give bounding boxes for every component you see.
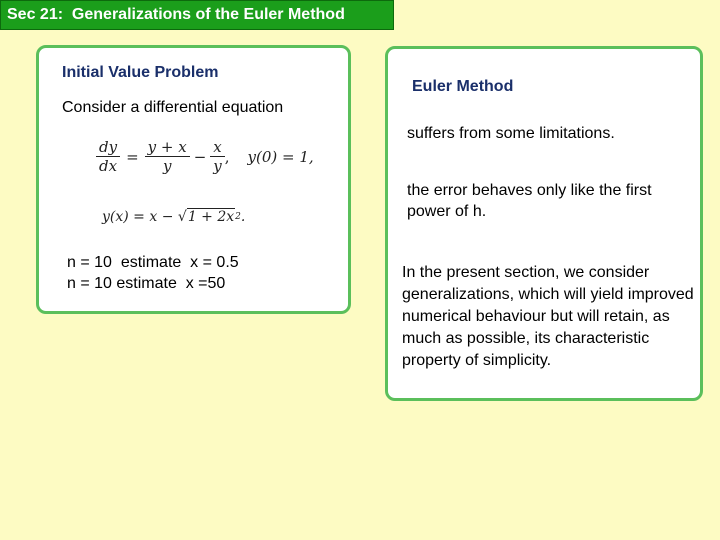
euler-method-heading: Euler Method <box>412 78 514 95</box>
minus-sign: − <box>193 147 207 166</box>
rhs2-numerator: x <box>210 138 224 157</box>
solution-exponent: 2 <box>235 211 241 222</box>
ivp-heading: Initial Value Problem <box>62 64 219 81</box>
differential-equation: $\frac{dy}{dx}$ = $\frac{y + x}{y}$ − $\frac{x}{y}$ , y(0) = 1, <box>96 138 314 175</box>
solution-lhs: y(x) = x − <box>102 208 178 225</box>
slide-title: Sec 21: Generalizations of the Euler Method <box>0 0 394 30</box>
estimate-line-1: n = 10 estimate x = 0.5 <box>67 254 239 271</box>
ivp-intro: Consider a differential equation <box>62 99 284 116</box>
lhs-denominator: dx <box>99 157 118 175</box>
rhs2-denominator: y <box>213 157 222 175</box>
limitations-text: suffers from some limitations. <box>407 125 615 142</box>
rhs-numerator: y + x <box>145 138 190 157</box>
lhs-numerator: dy <box>96 138 120 157</box>
estimate-line-2: n = 10 estimate x =50 <box>67 275 226 292</box>
solution-end: . <box>240 208 246 225</box>
rhs-denominator: y <box>162 157 172 175</box>
solution-radicand: 1 + 2x <box>187 209 235 225</box>
exact-solution: y(x) = x − √ 1 + 2x 2 . <box>102 208 246 225</box>
error-text: the error behaves only like the first power of h. <box>407 182 652 220</box>
initial-condition: y(0) = 1, <box>247 147 314 166</box>
generalizations-text: In the present section, we consider generalizations, which will yield improved numerical behaviour but will retain, as much as possible, its characteristic property of simplicity. <box>402 264 694 369</box>
